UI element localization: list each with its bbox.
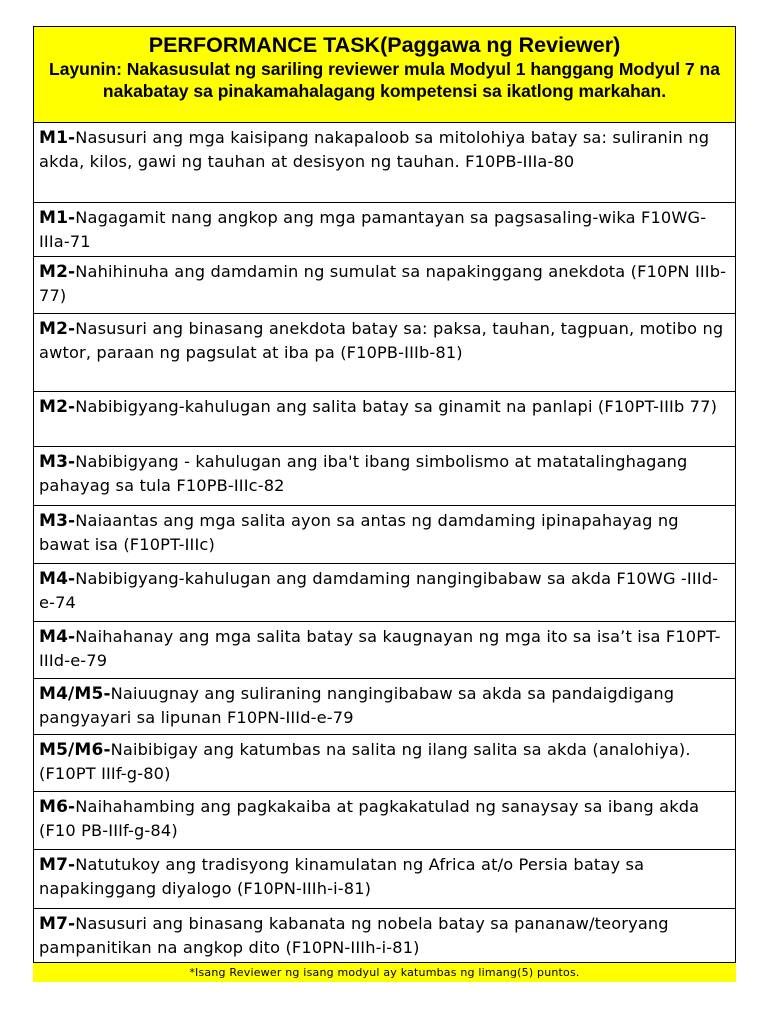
module-code: M4- [39,627,76,647]
competency-row [33,679,736,735]
module-code: M2- [39,262,76,282]
competency-row [33,314,736,392]
module-code: M2- [39,319,76,339]
module-code: M3- [39,452,76,472]
competency-text: Nasusuri ang binasang anekdota batay sa: paksa, tauhan, tagpuan, motibo ng awtor, paraan ng pagsulat at iba pa (F10PB-IIIb-81) [39,319,724,362]
module-code: M4/M5- [39,684,111,704]
task-objective: Layunin: Nakasusulat ng sariling reviewer mula Modyul 1 hanggang Modyul 7 na nakabatay sa pinakamahalagang kompetensi sa ikatlong markahan. [49,59,720,101]
competency-text: Nasusuri ang binasang kabanata ng nobela batay sa pananaw/teoryang pampanitikan na angkop dito (F10PN-IIIh-i-81) [39,914,669,957]
performance-task-sheet [33,26,736,982]
competency-row [33,564,736,622]
module-code: M7- [39,914,76,934]
competency-row [33,622,736,679]
competency-text: Nabibigyang-kahulugan ang damdaming nangingibabaw sa akda F10WG -IIId-e-74 [39,569,719,612]
competency-text: Naiaantas ang mga salita ayon sa antas ng damdaming ipinapahayag ng bawat isa (F10PT-IIIc) [39,511,679,554]
competency-text: Naiuugnay ang suliraning nangingibabaw sa akda sa pandaigdigang pangyayari sa lipunan F10PN-IIId-e-79 [39,684,675,727]
competency-row [33,792,736,850]
competency-list [33,123,736,963]
footer-note: *Isang Reviewer ng isang modyul ay katumbas ng limang(5) puntos. [33,963,736,982]
module-code: M5/M6- [39,740,111,760]
competency-row [33,735,736,792]
competency-row [33,257,736,314]
competency-text: Nasusuri ang mga kaisipang nakapaloob sa mitolohiya batay sa: suliranin ng akda, kilos, gawi ng tauhan at desisyon ng tauhan. F10PB-IIIa-80 [39,128,710,171]
module-code: M7- [39,855,76,875]
competency-text: Nabibigyang - kahulugan ang iba't ibang simbolismo at matatalinghagang pahayag sa tula F10PB-IIIc-82 [39,452,688,495]
module-code: M6- [39,797,76,817]
competency-text: Nahihinuha ang damdamin ng sumulat sa napakinggang anekdota (F10PN IIIb-77) [39,262,727,305]
competency-text: Naihahambing ang pagkakaiba at pagkakatulad ng sanaysay sa ibang akda (F10 PB-IIIf-g-84) [39,797,700,840]
competency-row [33,909,736,963]
competency-row [33,447,736,506]
task-title: PERFORMANCE TASK(Paggawa ng Reviewer) [148,33,621,57]
competency-row [33,203,736,257]
competency-row [33,392,736,447]
competency-text: Natutukoy ang tradisyong kinamulatan ng Africa at/o Persia batay sa napakinggang diyalogo (F10PN-IIIh-i-81) [39,855,645,898]
competency-text: Nabibigyang-kahulugan ang salita batay sa ginamit na panlapi (F10PT-IIIb 77) [75,397,718,416]
competency-text: Naibibigay ang katumbas na salita ng ilang salita sa akda (analohiya). (F10PT IIIf-g-80) [39,740,691,783]
module-code: M2- [39,397,76,417]
competency-text: Nagagamit nang angkop ang mga pamantayan sa pagsasaling-wika F10WG-IIIa-71 [39,208,707,251]
module-code: M3- [39,511,76,531]
task-header [33,26,736,123]
module-code: M4- [39,569,76,589]
module-code: M1- [39,208,76,228]
competency-text: Naihahanay ang mga salita batay sa kaugnayan ng mga ito sa isa’t isa F10PT-IIId-e-79 [39,627,721,670]
competency-row [33,850,736,909]
competency-row [33,123,736,203]
competency-row [33,506,736,564]
module-code: M1- [39,128,76,148]
